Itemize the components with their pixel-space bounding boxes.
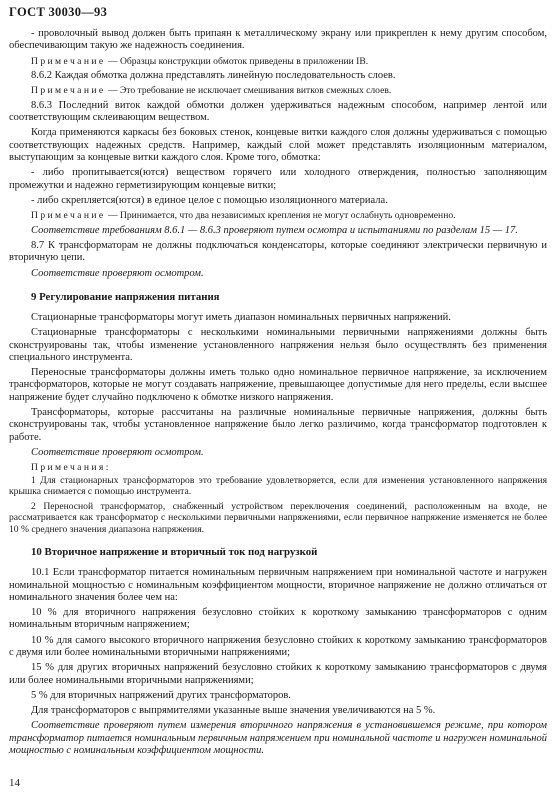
block-text: Соответствие требованиям 8.6.1 — 8.6.3 проверяют путем осмотра и испытаниями по разделам 15 — 17.: [31, 224, 518, 236]
note-label: Примечание: [31, 85, 106, 97]
note-label: Примечание: [31, 55, 106, 67]
block-text: 2 Переносной трансформатор, снабженный устройством переключения соединений, расположенным на входе, не рассматривается как трансформатор с несколькими первичными напряжениями, если первичное напряжение изменяется не более 10 % среднего значения диапазона напряжения.: [9, 500, 547, 535]
paragraph: [9, 28, 547, 53]
document-body: [9, 28, 547, 757]
section-heading: [31, 546, 547, 558]
block-text: 15 % для других вторичных напряжений безусловно стойких к короткому замыканию трансформаторов с двумя или более номинальными вторичными напряжениями;: [9, 662, 547, 686]
paragraph: [9, 100, 547, 125]
paragraph: [9, 70, 547, 82]
block-text: Стационарные трансформаторы с несколькими номинальными первичными напряжениями должны быть сконструированы так, чтобы изменение установленного напряжения нельзя было осуществлять без применения специального инструмента.: [9, 327, 547, 363]
paragraph: [9, 167, 547, 192]
paragraph: [9, 705, 547, 717]
block-text: Переносные трансформаторы должны иметь только одно номинальное первичное напряжение, за исключением трансформаторов, которые не могут создавать напряжение, превышающее допустимые для него пределы, если высшее напряжение будет случайно подключено к обмотке низкого напряжения.: [9, 367, 547, 403]
compliance-text: [9, 720, 547, 757]
block-text: - проволочный вывод должен быть припаян к металлическому экрану или прикреплен к нему другим способом, обеспечивающим такую же надежность соединения.: [9, 28, 547, 52]
block-text: Соответствие проверяют осмотром.: [31, 267, 204, 279]
block-text: - либо пропитывается(ются) веществом горячего или холодного отверждения, полностью заполняющим промежутки и надежно герметизирующим концевые витки;: [9, 167, 547, 191]
block-text: Стационарные трансформаторы могут иметь диапазон номинальных первичных напряжений.: [31, 311, 451, 323]
paragraph: [9, 195, 547, 207]
block-text: 10 % для вторичного напряжения безусловно стойких к короткому замыканию трансформаторов с одним номинальным вторичным напряжением;: [9, 607, 547, 631]
block-text: — Образцы конструкции обмоток приведены в приложении IB.: [105, 55, 369, 67]
paragraph: [9, 407, 547, 444]
page-number: 14: [9, 777, 20, 789]
block-text: 1 Для стационарных трансформаторов это требование удовлетворяется, если для изменения установленного напряжения крышка снимается с помощью инструмента.: [9, 474, 547, 498]
block-text: 10 Вторичное напряжение и вторичный ток под нагрузкой: [31, 546, 318, 559]
paragraph: [9, 690, 547, 702]
block-text: Для трансформаторов с выпрямителями указанные выше значения увеличиваются на 5 %.: [31, 705, 436, 717]
block-text: - либо скрепляется(ются) в единое целое с помощью изоляционного материала.: [31, 194, 388, 206]
block-text: Трансформаторы, которые рассчитаны на различные номинальные первичные напряжения, должны быть сконструированы так, чтобы установленное напряжение было легко различимо, когда трансформатор подготовлен к работе.: [9, 407, 547, 443]
paragraph: [9, 240, 547, 265]
note-label: Примечание: [31, 210, 106, 222]
paragraph: [9, 327, 547, 364]
paragraph: [9, 635, 547, 660]
section-heading: [31, 291, 547, 303]
compliance-text: [9, 268, 547, 280]
note: [9, 210, 547, 222]
paragraph: [9, 127, 547, 164]
block-text: 8.6.2 Каждая обмотка должна представлять линейную последовательность слоев.: [31, 70, 396, 82]
note: [9, 475, 547, 498]
block-text: — Это требование не исключает смешивания витков смежных слоев.: [105, 85, 392, 97]
paragraph: [9, 312, 547, 324]
block-text: 8.6.3 Последний виток каждой обмотки должен удерживаться надежным способом, например лентой или соответствующим склеивающим веществом.: [9, 99, 547, 124]
block-text: 9 Регулирование напряжения питания: [31, 290, 220, 303]
block-text: 10.1 Если трансформатор питается номинальным первичным напряжением при номинальной частоте и нагружен номинальной мощностью с номинальным коэффициентом мощности, вторичное напряжение не должно отличаться от номинального значения более чем на:: [9, 567, 547, 603]
block-text: — Принимается, что два независимых крепления не могут ослабнуть одновременно.: [105, 210, 456, 222]
paragraph: [9, 567, 547, 604]
block-text: 5 % для вторичных напряжений других трансформаторов.: [31, 689, 291, 701]
paragraph: [9, 607, 547, 632]
compliance-text: [9, 225, 547, 237]
block-text: 10 % для самого высокого вторичного напряжения безусловно стойких к короткому замыканию трансформаторов с двумя или более номинальными вторичными напряжениями;: [9, 634, 547, 658]
block-text: Соответствие проверяют путем измерения вторичного напряжения в установившемся режиме, при котором трансформатор питается номинальным первичным напряжением при номинальной частоте и нагружен номинальной мощностью с номинальным коэффициентом мощности.: [9, 720, 547, 757]
compliance-text: [9, 447, 547, 459]
note: [9, 56, 547, 68]
document-header: ГОСТ 30030—93: [9, 5, 108, 19]
notes-heading: Примечания:: [31, 462, 111, 474]
block-text: 8.7 К трансформаторам не должны подключаться конденсаторы, которые соединяют электрически первичную и вторичную цепи.: [9, 240, 547, 264]
paragraph: [9, 367, 547, 404]
note: [9, 85, 547, 97]
block-text: Соответствие проверяют осмотром.: [31, 446, 204, 458]
paragraph: [9, 662, 547, 687]
note: [9, 501, 547, 536]
block-text: Когда применяются каркасы без боковых стенок, концевые витки каждого слоя должны удерживаться с помощью соответствующих надежных средств. Например, каждый слой может представлять изоляционным материалом, выступающим за концевые витки каждого слоя. Кроме того, обмотка:: [9, 127, 547, 164]
